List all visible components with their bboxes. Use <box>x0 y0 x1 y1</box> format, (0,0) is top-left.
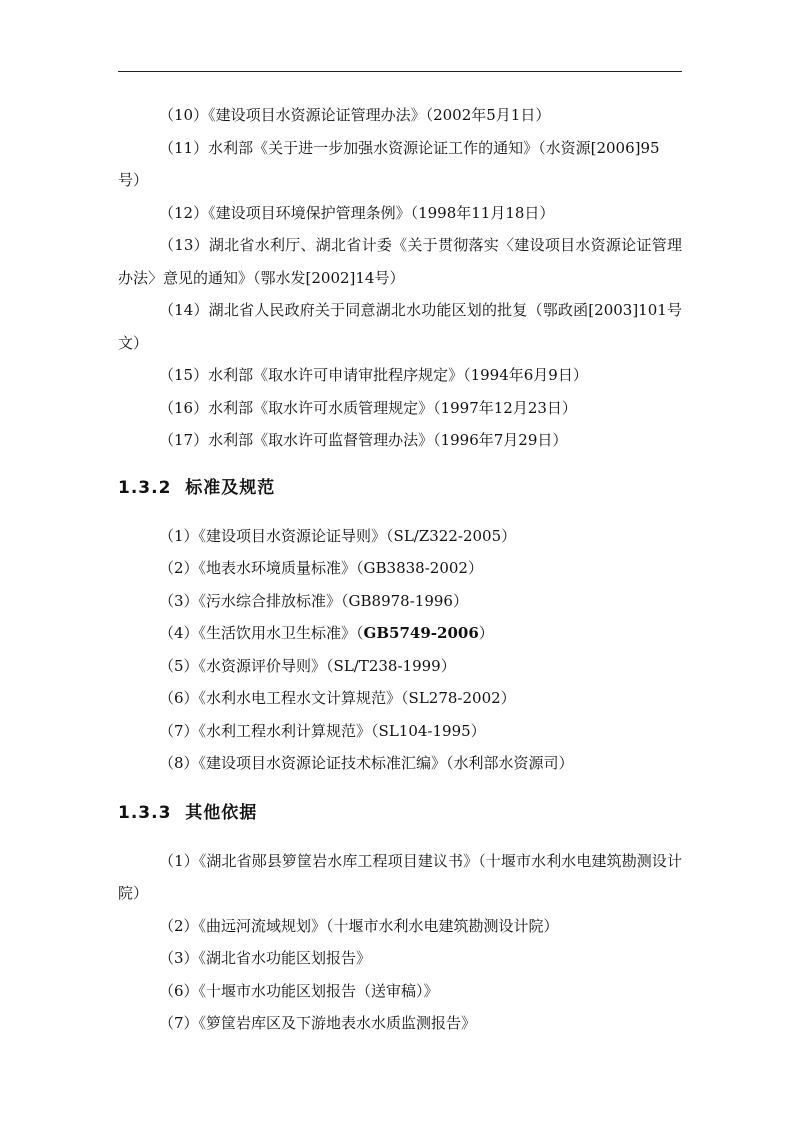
other-item-3: （3）《湖北省水功能区划报告》 <box>159 949 372 967</box>
law-item-11: （11）水利部《关于进一步加强水资源论证工作的通知》（水资源[2006]95号） <box>118 138 660 189</box>
standard-item-4-code: GB5749-2006 <box>363 624 479 642</box>
law-item-12: （12）《建设项目环境保护管理条例》（1998年11月18日） <box>159 203 555 222</box>
standard-item-4 <box>118 617 682 650</box>
law-item-10: （10）《建设项目水资源论证管理办法》（2002年5月1日） <box>159 106 551 124</box>
standard-item-4-suffix: ） <box>478 624 494 642</box>
law-item-13: （13）湖北省水利厅、湖北省计委《关于贯彻落实〈建设项目水资源论证管理办法〉意见的通知》（鄂水发[2002]14号） <box>118 236 682 287</box>
standard-item-4-prefix: （4）《生活饮用水卫生标准》（ <box>159 624 364 642</box>
standard-item-2: （2）《地表水环境质量标准》（GB3838-2002） <box>159 559 483 577</box>
other-item-2: （2）《曲远河流域规划》（十堰市水利水电建筑勘测设计院） <box>159 916 559 935</box>
other-item-7: （7）《箩筐岩库区及下游地表水水质监测报告》 <box>159 1014 477 1032</box>
law-item-16: （16）水利部《取水许可水质管理规定》（1997年12月23日） <box>159 398 577 417</box>
page-body <box>118 99 682 1040</box>
standard-item-5: （5）《水资源评价导则》（SL/T238-1999） <box>159 656 456 675</box>
header-rule <box>118 71 682 72</box>
standard-item-7: （7）《水利工程水利计算规范》（SL104-1995） <box>159 721 486 740</box>
other-item-6: （6）《十堰市水功能区划报告（送审稿）》 <box>159 981 439 1000</box>
section-number: 1.3.3 <box>118 802 172 823</box>
law-item-17: （17）水利部《取水许可监督管理办法》（1996年7月29日） <box>159 431 568 449</box>
standard-item-8: （8）《建设项目水资源论证技术标准汇编》（水利部水资源司） <box>159 754 574 772</box>
standard-item-6: （6）《水利水电工程水文计算规范》（SL278-2002） <box>159 689 516 707</box>
law-item-15: （15）水利部《取水许可申请审批程序规定》（1994年6月9日） <box>159 366 588 384</box>
law-item-14: （14）湖北省人民政府关于同意湖北水功能区划的批复（鄂政函[2003]101号文） <box>118 301 682 352</box>
other-item-1: （1）《湖北省郧县箩筐岩水库工程项目建议书》（十堰市水利水电建筑勘测设计院） <box>118 851 682 902</box>
section-heading-1-3-3 <box>118 797 682 829</box>
section-title: 其他依据 <box>185 802 258 823</box>
section-number: 1.3.2 <box>118 477 172 498</box>
section-heading-1-3-2 <box>118 472 682 504</box>
standard-item-3: （3）《污水综合排放标准》（GB8978-1996） <box>159 591 468 610</box>
standard-item-1: （1）《建设项目水资源论证导则》（SL/Z322-2005） <box>159 526 517 545</box>
section-title: 标准及规范 <box>185 477 276 498</box>
